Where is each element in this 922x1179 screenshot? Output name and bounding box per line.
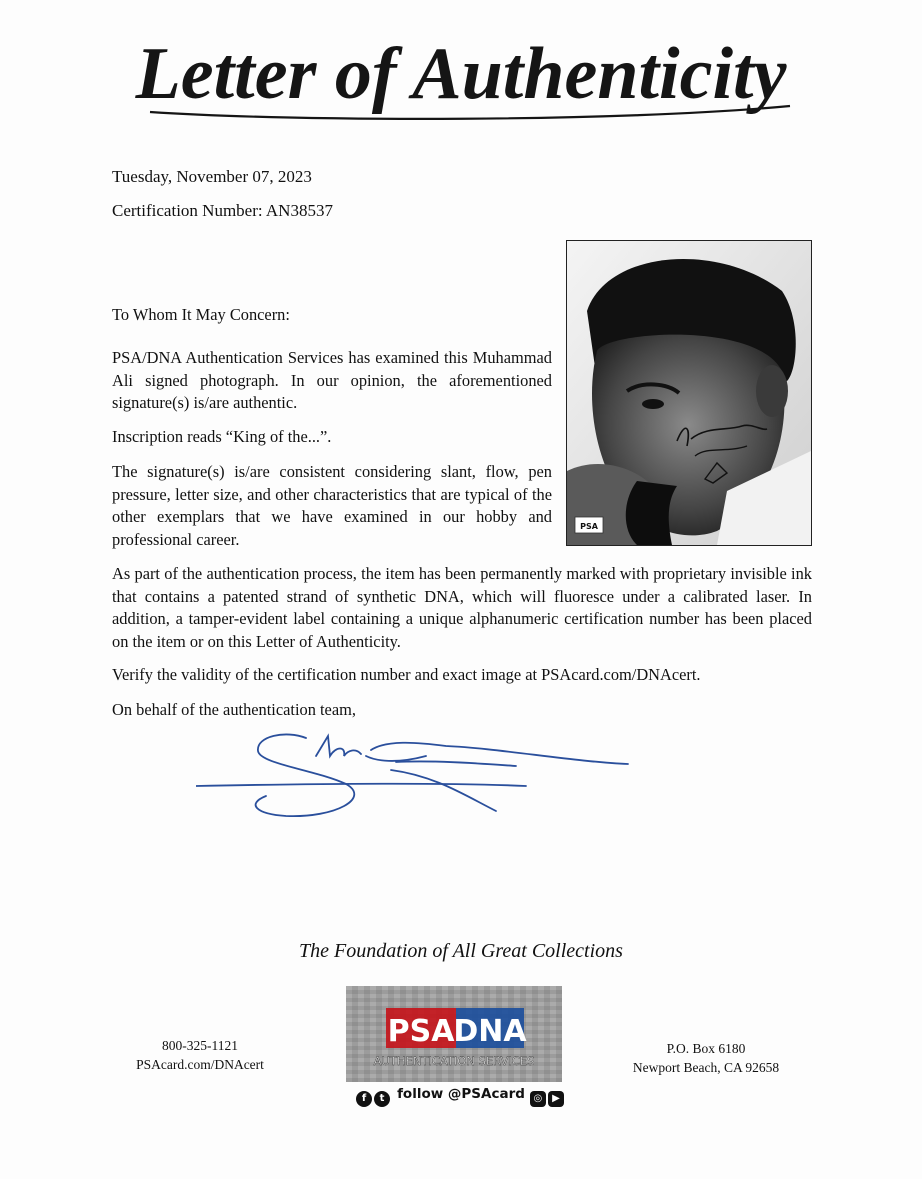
paragraph-examined: PSA/DNA Authentication Services has examined this Muhammad Ali signed photograph. In our opinion, the aforementioned signature(s) is/are authentic. [112,348,552,413]
footer-website: PSAcard.com/DNAcert [136,1057,264,1072]
twitter-icon[interactable]: t [374,1091,390,1107]
paragraph-inscription: Inscription reads “King of the...”. [112,427,332,446]
photo-psa-label: PSA [580,522,598,531]
instagram-icon[interactable]: ◎ [530,1091,546,1107]
certification-number: Certification Number: AN38537 [112,201,333,220]
logo-dna-text: DNA [453,1014,527,1049]
letter-date: Tuesday, November 07, 2023 [112,167,312,186]
salutation: To Whom It May Concern: [112,305,290,324]
contact-phone-web [110,1036,290,1074]
social-handle: follow @PSAcard [397,1086,525,1102]
contact-address [616,1039,796,1077]
social-row [0,1086,922,1107]
logo-subtitle: AUTHENTICATION SERVICES [373,1054,535,1068]
footer-address-line1: P.O. Box 6180 [666,1041,746,1056]
paragraph-consistency: The signature(s) is/are consistent considering slant, flow, pen pressure, letter size, and other characteristics that are typical of the other exemplars that we have examined in our hobby and professional career. [112,462,552,549]
facebook-icon[interactable]: f [356,1091,372,1107]
paragraph-verify: Verify the validity of the certification number and exact image at PSAcard.com/DNAcert. [112,665,701,684]
signed-photograph [566,240,812,546]
title-text: Letter of Authenticity [135,33,787,115]
closing-line: On behalf of the authentication team, [112,700,356,719]
psa-dna-logo [346,986,562,1082]
footer-address-line2: Newport Beach, CA 92658 [632,1060,780,1075]
footer-tagline: The Foundation of All Great Collections [299,940,623,962]
youtube-icon[interactable]: ▶ [548,1091,564,1107]
footer-phone: 800-325-1121 [162,1038,238,1053]
authenticator-signature [196,726,636,826]
letter-title [0,26,922,136]
paragraph-process: As part of the authentication process, the item has been permanently marked with proprietary invisible ink that contains a patented strand of synthetic DNA, which will fluoresce under a calibrated laser. In addition, a tamper-evident label containing a unique alphanumeric certification number has been placed on the item or on this Letter of Authenticity. [112,564,812,651]
logo-psa-text: PSA [387,1014,455,1049]
